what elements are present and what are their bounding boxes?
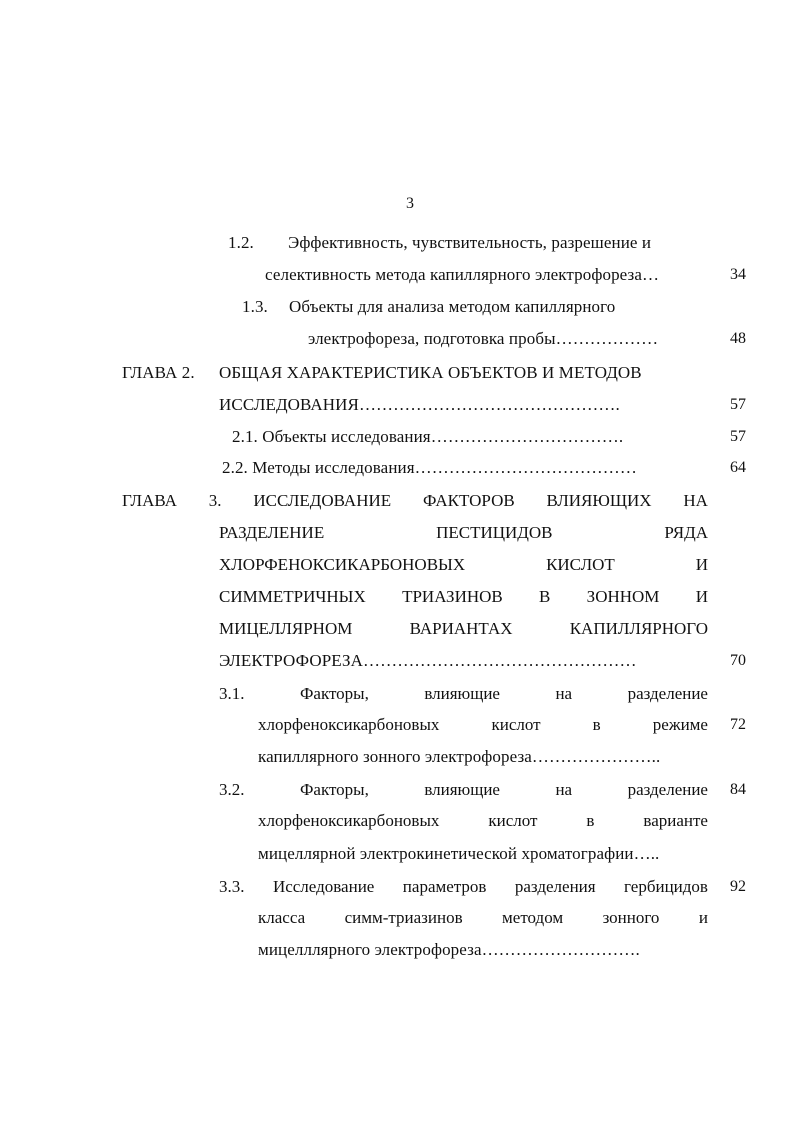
toc-1-2-title-line1: Эффективность, чувствительность, разрешение и [288, 233, 652, 252]
toc-ch3-line2 [219, 522, 708, 544]
toc-word: НА [683, 491, 708, 510]
toc-3-1-line2 [258, 714, 708, 736]
toc-ch3-line1 [122, 490, 708, 512]
toc-1-2-title-line2: селективность метода капиллярного электрофореза… [265, 265, 660, 284]
toc-word: ГЛАВА [122, 491, 177, 510]
toc-2-2[interactable]: 2.2. Методы исследования………………………………… [222, 458, 637, 477]
toc-word: на [555, 684, 573, 703]
toc-2-1-page: 57 [730, 428, 746, 445]
toc-word: ФАКТОРОВ [423, 491, 515, 510]
toc-word: И [695, 587, 708, 606]
toc-word: симм-триазинов [344, 908, 463, 927]
toc-word: ИССЛЕДОВАНИЕ [253, 491, 392, 510]
toc-word: 3.3. [219, 877, 245, 896]
toc-word: зонного [602, 908, 660, 927]
toc-word: варианте [643, 811, 708, 830]
toc-2-2-page: 64 [730, 459, 746, 476]
toc-3-1-line3: капиллярного зонного электрофореза………………….. [258, 747, 661, 766]
toc-ch3-line4 [219, 586, 708, 608]
toc-word: и [698, 908, 708, 927]
toc-word: в [586, 811, 595, 830]
toc-ch2-title-line1: ОБЩАЯ ХАРАКТЕРИСТИКА ОБЪЕКТОВ И МЕТОДОВ [219, 363, 642, 382]
toc-3-2-line1 [219, 779, 708, 801]
toc-word: разделение [627, 684, 708, 703]
toc-word: КАПИЛЛЯРНОГО [569, 619, 708, 638]
toc-word: кислот [488, 811, 538, 830]
toc-word: СИММЕТРИЧНЫХ [219, 587, 366, 606]
toc-word: методом [502, 908, 564, 927]
toc-3-2-line3: мицеллярной электрокинетической хроматографии….. [258, 844, 660, 863]
toc-word: влияющие [424, 684, 500, 703]
toc-word: влияющие [424, 780, 500, 799]
toc-word: разделения [514, 877, 596, 896]
toc-word: ТРИАЗИНОВ [402, 587, 503, 606]
toc-word: параметров [402, 877, 487, 896]
toc-word: хлорфеноксикарбоновых [258, 715, 440, 734]
toc-word: ХЛОРФЕНОКСИКАРБОНОВЫХ [219, 555, 466, 574]
toc-ch3-line3 [219, 554, 708, 576]
toc-word: режиме [652, 715, 708, 734]
toc-word: ПЕСТИЦИДОВ [436, 523, 553, 542]
toc-word: в [592, 715, 601, 734]
toc-word: ВЛИЯЮЩИХ [546, 491, 652, 510]
toc-3-2-line2 [258, 810, 708, 832]
toc-2-1[interactable]: 2.1. Объекты исследования……………………………. [232, 427, 624, 446]
page-number: 3 [406, 195, 415, 212]
toc-word: 3.2. [219, 780, 245, 799]
toc-word: РАЗДЕЛЕНИЕ [219, 523, 325, 542]
toc-1-3-title-line2: электрофореза, подготовка пробы……………… [308, 329, 659, 348]
toc-word: РЯДА [664, 523, 708, 542]
toc-word: Исследование [272, 877, 375, 896]
toc-word: И [695, 555, 708, 574]
toc-word: КИСЛОТ [546, 555, 615, 574]
toc-word: МИЦЕЛЛЯРНОМ [219, 619, 353, 638]
toc-word: разделение [627, 780, 708, 799]
toc-word: ЗОННОМ [586, 587, 660, 606]
toc-ch2-page: 57 [730, 396, 746, 413]
toc-1-3-title-line1: Объекты для анализа методом капиллярного [289, 297, 616, 316]
toc-1-3-page: 48 [730, 330, 746, 347]
toc-word: Факторы, [299, 780, 369, 799]
toc-3-3-line3: мицелллярного электрофореза………………………. [258, 940, 640, 959]
toc-word: 3. [208, 491, 222, 510]
toc-ch2-title-line2: ИССЛЕДОВАНИЯ………………………………………. [219, 395, 620, 414]
toc-3-1-line1 [219, 683, 708, 705]
toc-word: 3.1. [219, 684, 245, 703]
toc-word: кислот [491, 715, 541, 734]
toc-3-3-page: 92 [730, 878, 746, 895]
toc-3-3-line2 [258, 907, 708, 929]
toc-1-2-page: 34 [730, 266, 746, 283]
toc-ch3-page: 70 [730, 652, 746, 669]
toc-1-2-number: 1.2. [228, 233, 254, 252]
toc-1-3-number: 1.3. [242, 297, 268, 316]
toc-word: хлорфеноксикарбоновых [258, 811, 440, 830]
toc-3-2-page: 84 [730, 781, 746, 798]
toc-word: В [539, 587, 551, 606]
toc-word: ВАРИАНТАХ [409, 619, 513, 638]
toc-ch3-line6: ЭЛЕКТРОФОРЕЗА………………………………………… [219, 651, 637, 670]
toc-word: на [555, 780, 573, 799]
toc-ch2-label: ГЛАВА 2. [122, 363, 195, 382]
toc-word: гербицидов [624, 877, 708, 896]
toc-word: Факторы, [299, 684, 369, 703]
toc-ch3-line5 [219, 618, 708, 640]
toc-3-3-line1 [219, 876, 708, 898]
toc-word: класса [258, 908, 306, 927]
toc-3-1-page: 72 [730, 716, 746, 733]
